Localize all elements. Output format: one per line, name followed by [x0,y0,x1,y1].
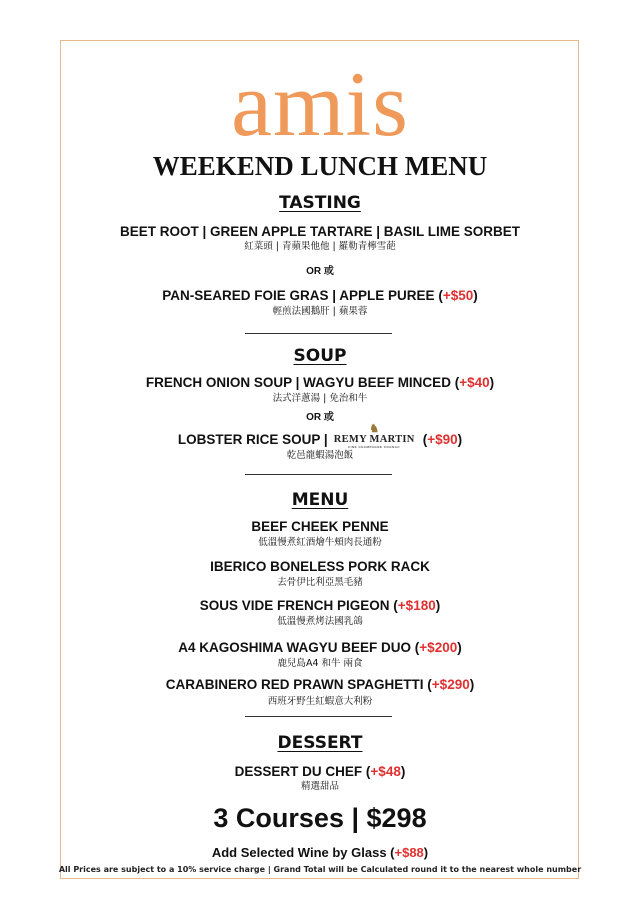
soup-item-1-name: FRENCH ONION SOUP | WAGYU BEEF MINCED ( [145,375,460,390]
dessert-item-1-chinese: 精選甜品 [300,781,339,792]
remy-martin-subline: FINE CHAMPAGNE COGNAC [348,445,401,449]
tasting-item-2-price: +$50 [442,288,474,303]
wine-addon-price: +$88 [394,845,424,860]
amis-logo: amis [231,53,409,155]
menu-item-1-chinese: 低溫慢煮紅酒燴牛頰肉長通粉 [258,537,382,548]
menu-item-4-close: ) [457,640,462,655]
tasting-item-2-chinese: 輕煎法國鵝肝 | 蘋果蓉 [272,306,368,317]
section-heading-tasting: TASTING [279,193,361,213]
soup-item-1-close: ) [489,375,495,390]
remy-martin-wordmark: REMY MARTIN [333,434,415,445]
menu-item-4-name: A4 KAGOSHIMA WAGYU BEEF DUO ( [178,640,420,655]
section-heading-menu: MENU [291,490,349,510]
menu-item-2 [0,559,640,575]
menu-item-4-chinese: 鹿兒島A4 和牛 兩食 [277,658,363,669]
soup-item-1-price: +$40 [459,375,490,390]
dessert-item-1-close: ) [400,764,406,779]
wine-addon-close: ) [423,845,429,860]
tasting-or-divider: OR 或 [306,266,334,277]
menu-item-1-name: BEEF CHEEK PENNE [251,519,389,534]
soup-item-2-name: LOBSTER RICE SOUP | [177,432,328,448]
soup-item-2-price: +$90 [427,432,458,448]
menu-item-5-chinese: 西班牙野生紅蝦意大利粉 [267,696,373,707]
service-charge-footnote: All Prices are subject to a 10% service charge | Grand Total will be Calculated round it to the nearest whole number [58,865,582,874]
dessert-item-1-price: +$48 [370,764,401,779]
menu-item-5-close: ) [469,677,475,692]
menu-item-4-price: +$200 [419,640,458,655]
divider-line [245,716,392,717]
menu-item-3-name: SOUS VIDE FRENCH PIGEON ( [199,598,398,613]
soup-item-2-close: ) [457,432,463,448]
menu-item-5-name: CARABINERO RED PRAWN SPAGHETTI ( [165,677,432,692]
section-heading-dessert: DESSERT [277,733,363,753]
tasting-item-2-name: PAN-SEARED FOIE GRAS | APPLE PUREE ( [162,288,443,303]
menu-title: WEEKEND LUNCH MENU [152,151,488,181]
menu-item-3-close: ) [435,598,441,613]
remy-martin-logo [334,424,415,449]
menu-item-3-price: +$180 [397,598,436,613]
tasting-item-2 [0,288,640,304]
menu-item-5 [0,677,640,693]
wine-addon [0,845,640,861]
soup-item-1 [0,375,640,391]
section-heading-soup: SOUP [293,346,347,366]
menu-item-3-chinese: 低溫慢煮烤法國乳鴿 [277,616,363,627]
tasting-item-1-chinese: 紅菜頭 | 青蘋果他他 | 羅勒青檸雪葩 [244,241,396,252]
soup-item-2-open: ( [422,432,428,448]
soup-item-1-chinese: 法式洋蔥湯 | 免治和牛 [272,393,368,404]
dessert-item-1-name: DESSERT DU CHEF ( [234,764,371,779]
divider-line [245,474,392,475]
menu-item-2-name: IBERICO BONELESS PORK RACK [210,559,430,574]
tasting-item-2-close: ) [473,288,478,303]
soup-or-divider: OR 或 [306,412,334,423]
centaur-crest-icon: ♞ [369,423,380,435]
divider-line [245,333,392,334]
menu-item-1 [0,519,640,535]
menu-item-3 [0,598,640,614]
menu-item-2-chinese: 去骨伊比利亞黑毛豬 [277,577,363,588]
menu-item-4 [0,640,640,656]
tasting-item-1-name: BEET ROOT | GREEN APPLE TARTARE | BASIL LIME SORBET [119,224,521,239]
menu-item-5-price: +$290 [431,677,470,692]
wine-addon-text: Add Selected Wine by Glass ( [211,845,395,860]
dessert-item-1 [0,764,640,780]
soup-item-2-chinese: 乾邑龍蝦湯泡飯 [286,450,354,461]
set-price-total: 3 Courses | $298 [213,803,427,833]
